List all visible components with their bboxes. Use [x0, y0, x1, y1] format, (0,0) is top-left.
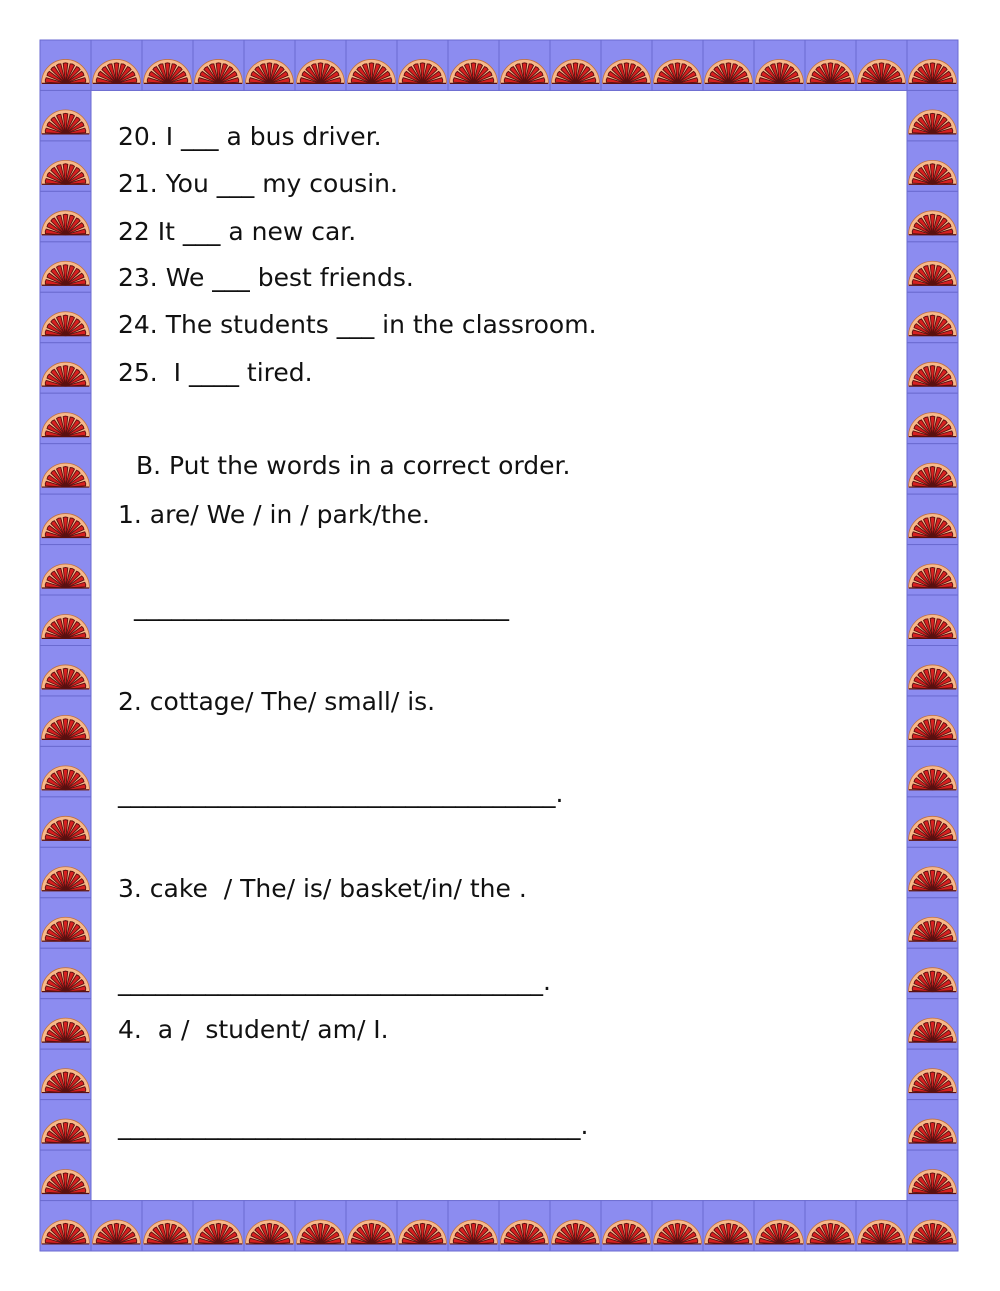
fan-semicircle-icon [193, 1201, 244, 1251]
fan-semicircle-icon [907, 1100, 958, 1150]
order-prompt-2: 2. cottage/ The/ small/ is. [118, 687, 436, 716]
fan-semicircle-icon [397, 1201, 448, 1251]
fan-semicircle-icon [907, 646, 958, 696]
fan-semicircle-icon [40, 40, 91, 90]
fan-semicircle-icon [805, 1201, 856, 1251]
fan-semicircle-icon [244, 1201, 295, 1251]
exercise-item-23: 23. We ___ best friends. [118, 263, 414, 292]
fan-semicircle-icon [907, 343, 958, 393]
exercise-item-21: 21. You ___ my cousin. [118, 169, 398, 198]
fan-semicircle-icon [40, 847, 91, 897]
fan-semicircle-icon [907, 242, 958, 292]
fan-semicircle-icon [907, 948, 958, 998]
fan-semicircle-icon [40, 948, 91, 998]
fan-semicircle-icon [907, 444, 958, 494]
fan-semicircle-icon [40, 393, 91, 443]
fan-semicircle-icon [40, 1049, 91, 1099]
fan-semicircle-icon [703, 1201, 754, 1251]
fan-semicircle-icon [40, 746, 91, 796]
fan-semicircle-icon [550, 1201, 601, 1251]
fan-semicircle-icon [805, 40, 856, 90]
fan-semicircle-icon [907, 898, 958, 948]
answer-line-4: _____________________________________. [118, 1111, 589, 1140]
fan-semicircle-icon [907, 696, 958, 746]
fan-semicircle-icon [499, 40, 550, 90]
fan-semicircle-icon [40, 646, 91, 696]
exercise-item-25: 25. I ____ tired. [118, 358, 313, 387]
fan-semicircle-icon [907, 545, 958, 595]
fan-semicircle-icon [550, 40, 601, 90]
fan-semicircle-icon [40, 191, 91, 241]
fan-semicircle-icon [499, 1201, 550, 1251]
fan-semicircle-icon [91, 40, 142, 90]
answer-line-1: ______________________________ [134, 592, 509, 621]
fan-semicircle-icon [601, 1201, 652, 1251]
fan-semicircle-icon [907, 999, 958, 1049]
fan-semicircle-icon [907, 1201, 958, 1251]
fan-semicircle-icon [142, 1201, 193, 1251]
fan-semicircle-icon [907, 292, 958, 342]
fan-semicircle-icon [907, 1049, 958, 1099]
fan-semicircle-icon [40, 696, 91, 746]
fan-semicircle-icon [652, 1201, 703, 1251]
fan-semicircle-icon [40, 1100, 91, 1150]
fan-semicircle-icon [907, 494, 958, 544]
order-prompt-4: 4. a / student/ am/ I. [118, 1015, 389, 1044]
order-prompt-3: 3. cake / The/ is/ basket/in/ the . [118, 874, 527, 903]
fan-semicircle-icon [295, 1201, 346, 1251]
fan-semicircle-icon [40, 444, 91, 494]
fan-semicircle-icon [448, 1201, 499, 1251]
fan-semicircle-icon [40, 898, 91, 948]
answer-line-3: __________________________________. [118, 967, 551, 996]
exercise-item-24: 24. The students ___ in the classroom. [118, 310, 597, 339]
fan-semicircle-icon [907, 595, 958, 645]
fan-semicircle-icon [703, 40, 754, 90]
fan-semicircle-icon [601, 40, 652, 90]
fan-semicircle-icon [40, 595, 91, 645]
fan-semicircle-icon [40, 1150, 91, 1200]
section-b-heading: B. Put the words in a correct order. [136, 451, 571, 480]
fan-semicircle-icon [907, 746, 958, 796]
fan-semicircle-icon [448, 40, 499, 90]
order-prompt-1: 1. are/ We / in / park/the. [118, 500, 430, 529]
fan-semicircle-icon [907, 1150, 958, 1200]
fan-semicircle-icon [346, 1201, 397, 1251]
fan-semicircle-icon [856, 1201, 907, 1251]
exercise-item-20: 20. I ___ a bus driver. [118, 122, 382, 151]
fan-semicircle-icon [244, 40, 295, 90]
exercise-item-22: 22 It ___ a new car. [118, 217, 357, 246]
fan-semicircle-icon [40, 343, 91, 393]
fan-semicircle-icon [142, 40, 193, 90]
fan-semicircle-icon [40, 999, 91, 1049]
fan-semicircle-icon [193, 40, 244, 90]
fan-semicircle-icon [907, 847, 958, 897]
fan-semicircle-icon [346, 40, 397, 90]
fan-semicircle-icon [295, 40, 346, 90]
fan-semicircle-icon [856, 40, 907, 90]
fan-semicircle-icon [40, 545, 91, 595]
fan-semicircle-icon [907, 191, 958, 241]
fan-semicircle-icon [40, 292, 91, 342]
fan-semicircle-icon [40, 90, 91, 140]
fan-semicircle-icon [907, 393, 958, 443]
fan-semicircle-icon [40, 494, 91, 544]
fan-semicircle-icon [40, 1201, 91, 1251]
fan-semicircle-icon [40, 797, 91, 847]
fan-semicircle-icon [754, 40, 805, 90]
fan-semicircle-icon [397, 40, 448, 90]
fan-semicircle-icon [907, 40, 958, 90]
fan-semicircle-icon [907, 797, 958, 847]
answer-line-2: ___________________________________. [118, 779, 564, 808]
fan-semicircle-icon [91, 1201, 142, 1251]
fan-semicircle-icon [40, 242, 91, 292]
fan-semicircle-icon [907, 141, 958, 191]
fan-semicircle-icon [40, 141, 91, 191]
fan-semicircle-icon [754, 1201, 805, 1251]
fan-semicircle-icon [652, 40, 703, 90]
fan-semicircle-icon [907, 90, 958, 140]
